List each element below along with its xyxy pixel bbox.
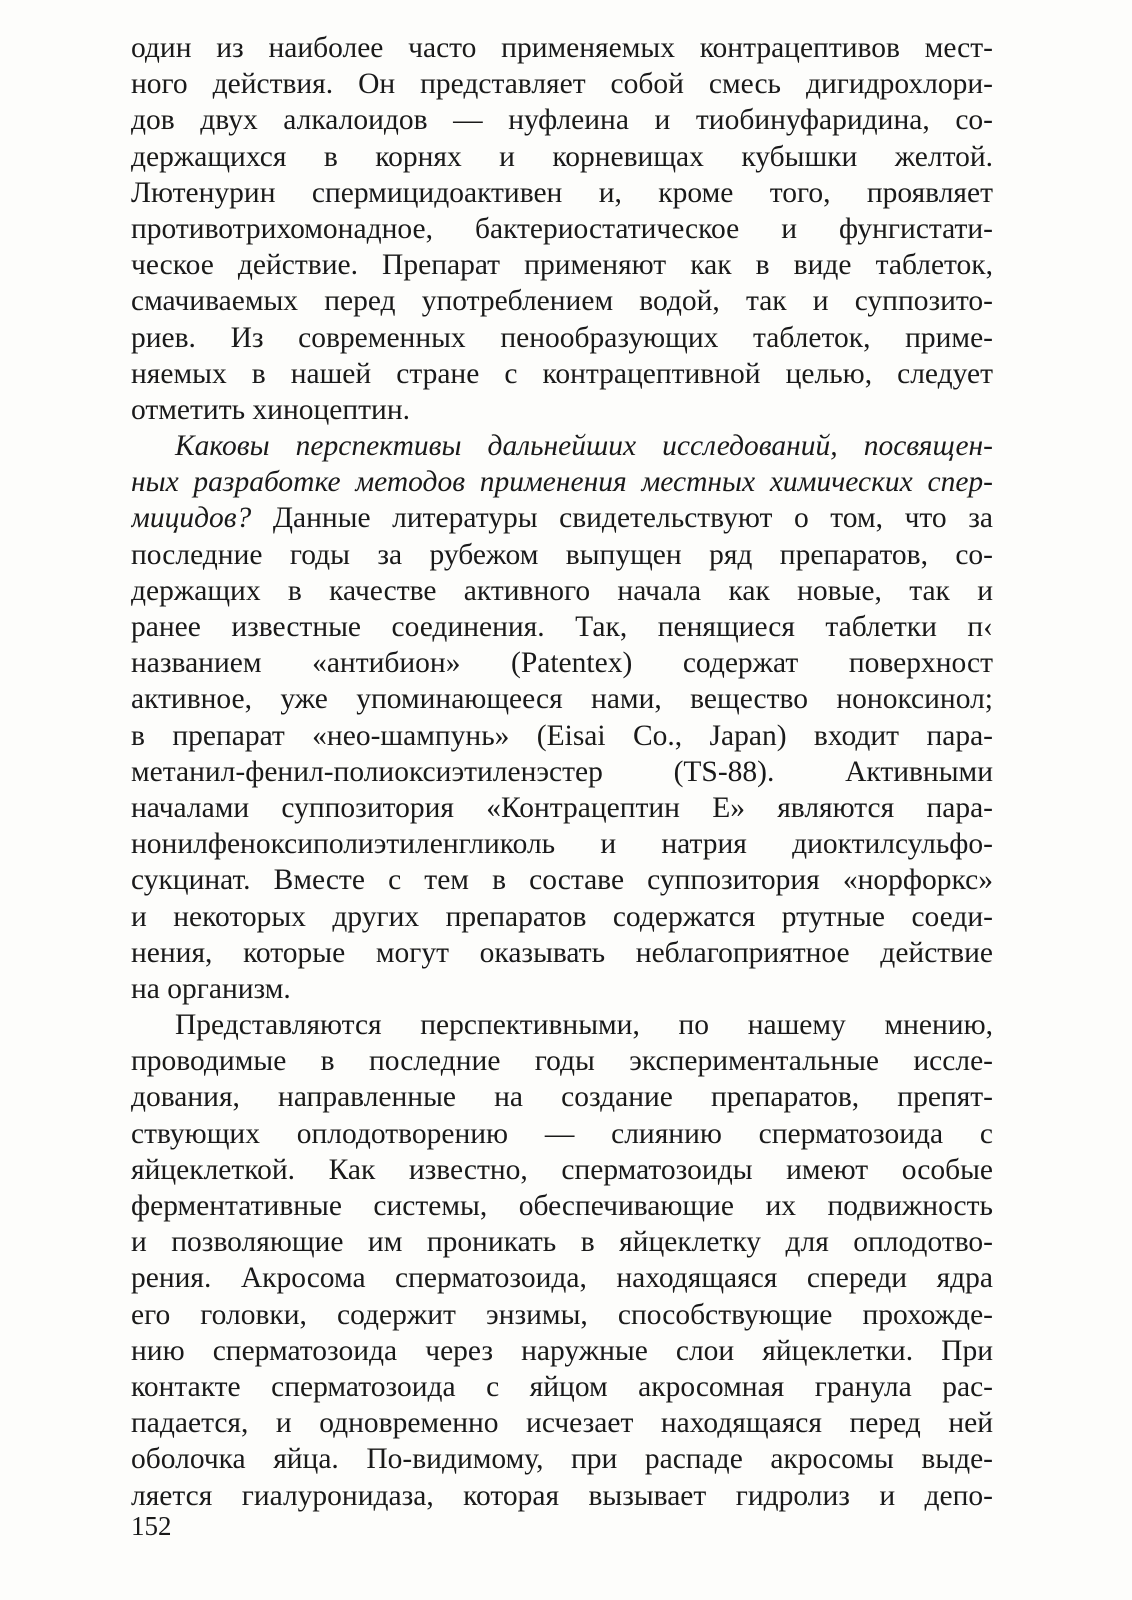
text-line: дования, направленные на создание препаратов, препят- [131, 1081, 993, 1114]
text-line: отметить хиноцептин. [131, 393, 410, 426]
text-line: противотрихомонадное, бактериостатическое и фунгистати- [131, 212, 993, 245]
italic-question: ных разработке методов применения местных химических спер- [131, 466, 993, 499]
text-line: держащих в качестве активного начала как новые, так и [131, 574, 993, 607]
body-text [131, 30, 993, 1514]
text-line: нию сперматозоида через наружные слои яйцеклетки. При [131, 1334, 993, 1367]
text-line: ного действия. Он представляет собой смесь дигидрохлори- [131, 68, 993, 101]
text-line: ранее известные соединения. Так, пенящиеся таблетки п‹ [131, 611, 993, 643]
text-line: ферментативные системы, обеспечивающие их подвижность [131, 1190, 993, 1222]
text-line: его головки, содержит энзимы, способствующие прохожде- [131, 1298, 993, 1331]
text-line: названием «антибион» (Patentex) содержат поверхност [131, 647, 993, 680]
text-line: началами суппозитория «Контрацептин Е» являются пара- [131, 791, 993, 824]
page-number: 152 [131, 1511, 172, 1541]
text-line: ческое действие. Препарат применяют как в виде таблеток, [131, 249, 993, 282]
text-line: нонилфеноксиполиэтиленгликоль и натрия диоктилсульфо- [131, 828, 993, 861]
text-line: ляется гиалуронидаза, которая вызывает гидролиз и депо- [131, 1479, 993, 1512]
text-line: яйцеклеткой. Как известно, сперматозоиды имеют особые [131, 1153, 993, 1186]
text-line: активное, уже упоминающееся нами, вещество ноноксинол; [131, 683, 993, 716]
text-line: дов двух алкалоидов — нуфлеина и тиобинуфаридина, со- [131, 104, 993, 137]
text-line: Лютенурин спермицидоактивен и, кроме того, проявляет [131, 176, 993, 209]
text-line: Представляются перспективными, по нашему мнению, [175, 1009, 993, 1042]
text-line: сукцинат. Вместе с тем в составе суппозитория «норфоркс» [131, 864, 993, 897]
text-line: метанил-фенил-полиоксиэтиленэстер (TS-88). Активными [131, 755, 993, 788]
text-line [131, 500, 993, 536]
text-line: и позволяющие им проникать в яйцеклетку для оплодотво- [131, 1226, 993, 1259]
text-line: на организм. [131, 972, 291, 1005]
text-line-italic [131, 428, 993, 464]
italic-question: Каковы перспективы дальнейших исследований, посвящен- [175, 430, 993, 463]
text-line-rest: Данные литературы свидетельствуют о том, что за [251, 502, 993, 535]
italic-question: мицидов? [131, 502, 252, 535]
text-line: риев. Из современных пенообразующих таблеток, приме- [131, 321, 993, 354]
text-line: нения, которые могут оказывать неблагоприятное действие [131, 936, 993, 969]
text-line: в препарат «нео-шампунь» (Eisai Co., Japan) входит пара- [131, 719, 993, 752]
text-line: рения. Акросома сперматозоида, находящаяся спереди ядра [131, 1262, 993, 1295]
text-line: няемых в нашей стране с контрацептивной целью, следует [131, 357, 993, 390]
text-line: и некоторых других препаратов содержатся ртутные соеди- [131, 900, 993, 933]
text-line: оболочка яйца. По-видимому, при распаде акросомы выде- [131, 1443, 993, 1476]
text-line: проводимые в последние годы экспериментальные иссле- [131, 1045, 993, 1078]
text-line: смачиваемых перед употреблением водой, так и суппозито- [131, 285, 993, 318]
text-line: падается, и одновременно исчезает находящаяся перед ней [131, 1407, 993, 1440]
text-line: контакте сперматозоида с яйцом акросомная гранула рас- [131, 1370, 993, 1403]
text-line: один из наиболее часто применяемых контрацептивов мест- [131, 32, 993, 64]
text-line: ствующих оплодотворению — слиянию сперматозоида с [131, 1117, 993, 1150]
text-line: держащихся в корнях и корневищах кубышки желтой. [131, 140, 993, 173]
text-line-italic [131, 464, 993, 500]
text-line: последние годы за рубежом выпущен ряд препаратов, со- [131, 538, 993, 571]
